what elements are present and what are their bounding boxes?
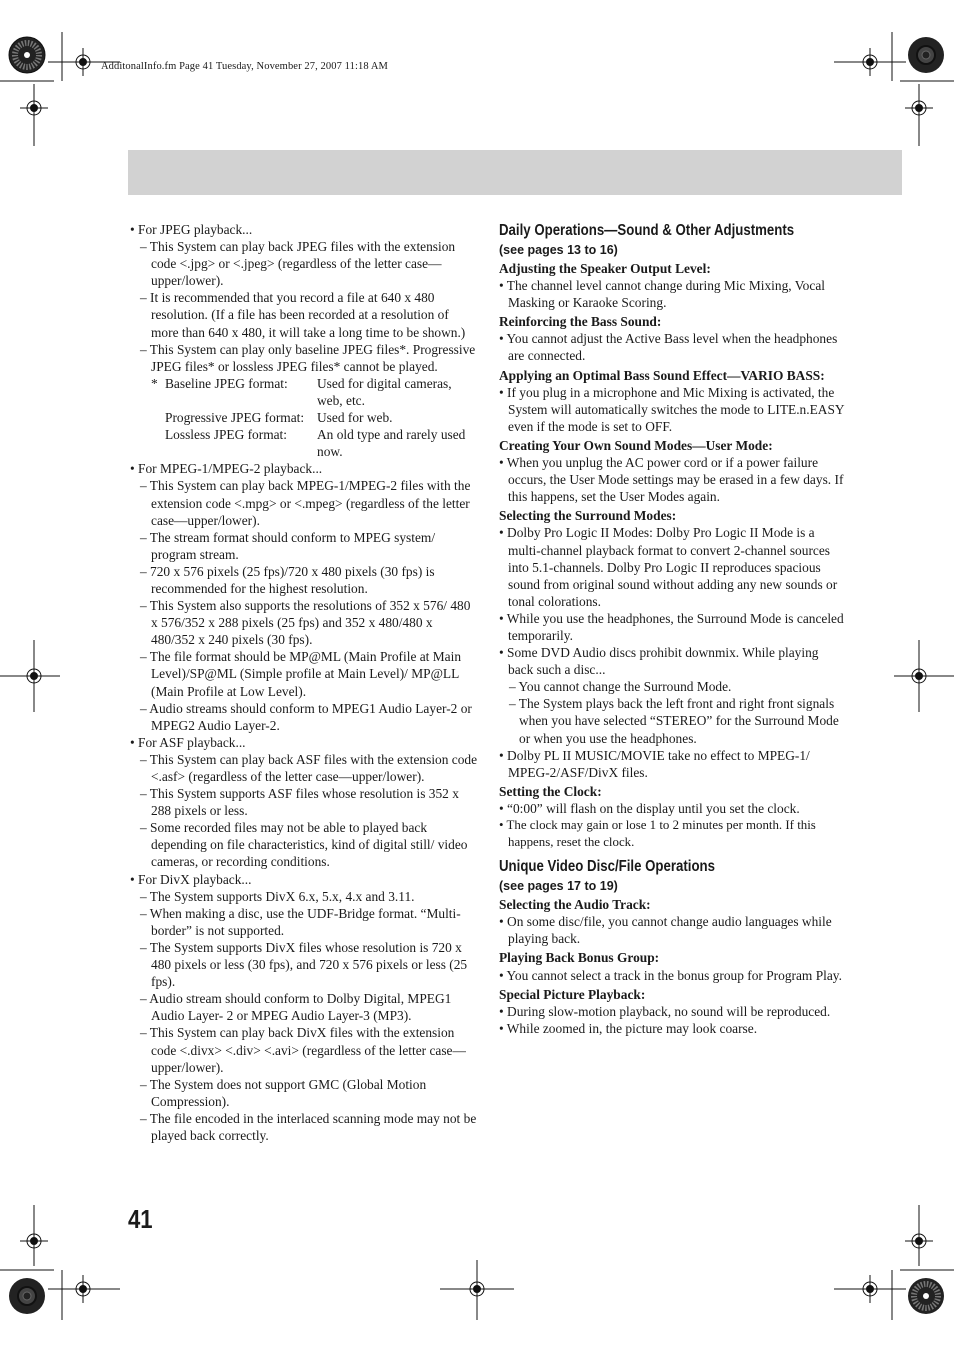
list-item: – This System can play only baseline JPEG files*. Progressive JPEG files* or lossless JPEG files* cannot be played. — [140, 341, 476, 374]
footnote-star: * — [151, 375, 158, 391]
subheading-picture: Special Picture Playback: — [499, 986, 646, 1002]
list-item: – Some recorded files may not be able to played back depending on file characteristics, kind of digital still/ video cameras, or recording conditions. — [140, 820, 468, 870]
jpeg-format-row — [130, 375, 478, 409]
format-name: Baseline JPEG format: — [165, 375, 288, 391]
section-title-daily: Daily Operations—Sound & Other Adjustments — [499, 222, 795, 239]
list-item: – This System supports ASF files whose resolution is 352 x 288 pixels or less. — [140, 786, 459, 819]
left-column — [130, 221, 478, 1144]
subheading-surround: Selecting the Surround Modes: — [499, 508, 677, 524]
section-title-unique: Unique Video Disc/File Operations — [499, 858, 715, 876]
list-item: – This System also supports the resolutions of 352 x 576/ 480 x 576/352 x 288 pixels (25 fps) and 352 x 480/480 x 480/352 x 240 pixels (30 fps). — [140, 598, 471, 648]
list-item: – Audio stream should conform to Dolby Digital, MPEG1 Audio Layer- 2 or MPEG Audio Layer-3 (MP3). — [140, 991, 452, 1024]
jpeg-format-row — [130, 426, 478, 460]
list-item: – When making a disc, use the UDF-Bridge format. “Multi-border” is not supported. — [140, 905, 461, 938]
jpeg-format-row — [130, 409, 478, 426]
list-item: – This System can play back JPEG files with the extension code <.jpg> or <.jpeg> (regardless of the letter case—upper/lower). — [140, 239, 456, 289]
mpeg-title: • For MPEG-1/MPEG-2 playback... — [130, 461, 323, 477]
list-item: – This System can play back DivX files with the extension code <.divx> <.div> <.avi> (regardless of the letter case—upper/lower). — [140, 1025, 466, 1075]
list-item: • The channel level cannot change during Mic Mixing, Vocal Masking or Karaoke Scoring. — [499, 278, 825, 311]
subheading-user-mode: Creating Your Own Sound Modes—User Mode: — [499, 437, 773, 453]
list-item: • On some disc/file, you cannot change audio languages while playing back. — [499, 914, 832, 947]
page-number: 41 — [128, 1204, 153, 1234]
starburst-top-right — [908, 37, 944, 73]
list-item: – The System does not support GMC (Global Motion Compression). — [140, 1076, 427, 1109]
list-item: – The System supports DivX 6.x, 5.x, 4.x and 3.11. — [140, 888, 415, 904]
list-item: – The stream format should conform to MPEG system/ program stream. — [140, 529, 436, 562]
list-item: – This System can play back ASF files with the extension code <.asf> (regardless of the letter case—upper/lower). — [140, 751, 478, 784]
starburst-bottom-left — [9, 1278, 45, 1314]
list-item: • During slow-motion playback, no sound will be reproduced. — [499, 1003, 831, 1019]
format-desc: Used for web. — [317, 410, 393, 426]
list-item: • You cannot adjust the Active Bass level when the headphones are connected. — [499, 331, 838, 364]
subheading-bass: Reinforcing the Bass Sound: — [499, 314, 662, 330]
format-name: Lossless JPEG format: — [165, 427, 287, 443]
list-item: • “0:00” will flash on the display until you set the clock. — [499, 800, 800, 816]
list-item: – The System plays back the left front and right front signals when you have selected “STEREO” for the Surround Mode or when you use the headphones. — [509, 696, 839, 746]
format-name: Progressive JPEG format: — [165, 410, 305, 426]
format-desc: Used for digital cameras, web, etc. — [317, 375, 452, 408]
list-item: • While zoomed in, the picture may look coarse. — [499, 1020, 758, 1036]
subheading-audio-track: Selecting the Audio Track: — [499, 897, 651, 913]
section-pages-unique: (see pages 17 to 19) — [499, 879, 618, 894]
subheading-bonus-group: Playing Back Bonus Group: — [499, 950, 660, 966]
asf-title: • For ASF playback... — [130, 734, 246, 750]
list-item: – 720 x 576 pixels (25 fps)/720 x 480 pixels (30 fps) is recommended for the highest resolution. — [140, 563, 435, 596]
starburst-bottom-right — [908, 1278, 944, 1314]
list-item: – This System can play back MPEG-1/MPEG-2 files with the extension code <.mpg> or <.mpeg> (regardless of the letter case—upper/lower). — [140, 478, 471, 528]
divx-title: • For DivX playback... — [130, 871, 252, 887]
subheading-clock: Setting the Clock: — [499, 783, 602, 799]
list-item: • The clock may gain or lose 1 to 2 minutes per month. If this happens, reset the clock. — [499, 818, 816, 850]
list-item: – The file encoded in the interlaced scanning mode may not be played back correctly. — [140, 1110, 477, 1143]
header-band — [128, 150, 902, 195]
file-info-header: AdditonalInfo.fm Page 41 Tuesday, November 27, 2007 11:18 AM — [101, 61, 388, 72]
list-item: – Audio streams should conform to MPEG1 Audio Layer-2 or MPEG2 Audio Layer-2. — [140, 700, 472, 733]
list-item: – The System supports DivX files whose resolution is 720 x 480 pixels or less (30 fps), and 720 x 576 pixels or less (25 fps). — [140, 939, 468, 990]
list-item: • When you unplug the AC power cord or if a power failure occurs, the User Mode settings may be erased in a few days. If this happens, set the User Modes again. — [499, 455, 844, 505]
section-pages-daily: (see pages 13 to 16) — [499, 243, 618, 257]
starburst-top-left — [9, 37, 45, 73]
list-item: • Some DVD Audio discs prohibit downmix. While playing back such a disc... — [499, 645, 819, 678]
list-item: • Dolby PL II MUSIC/MOVIE take no effect to MPEG-1/ MPEG-2/ASF/DivX files. — [499, 747, 810, 780]
list-item: – It is recommended that you record a file at 640 x 480 resolution. (If a file has been recorded at a resolution of more than 640 x 480, it will take a long time to be shown.) — [140, 290, 466, 340]
format-desc: An old type and rarely used now. — [317, 427, 466, 460]
list-item: – The file format should be MP@ML (Main Profile at Main Level)/SP@ML (Simple profile at Main Level)/ MP@LL (Main Profile at Low Level). — [140, 649, 462, 699]
list-item: • You cannot select a track in the bonus group for Program Play. — [499, 967, 842, 983]
subheading-vario-bass: Applying an Optimal Bass Sound Effect—VARIO BASS: — [499, 367, 825, 383]
list-item: – You cannot change the Surround Mode. — [509, 679, 732, 695]
right-column — [499, 221, 845, 1037]
subheading-speaker: Adjusting the Speaker Output Level: — [499, 261, 711, 276]
list-item: • Dolby Pro Logic II Modes: Dolby Pro Logic II Mode is a multi-channel playback format to convert 2-channel sources into 5.1-channels. Dolby Pro Logic II reproduces spacious sound from original sound without adding any new sounds or tonal colorations. — [499, 525, 838, 609]
list-item: • If you plug in a microphone and Mic Mixing is activated, the System will automatically switches the mode to LITE.n.EASY even if the mode is set to OFF. — [499, 384, 845, 434]
jpeg-title: • For JPEG playback... — [130, 222, 253, 237]
section-heading-unique — [499, 857, 845, 877]
list-item: • While you use the headphones, the Surround Mode is canceled temporarily. — [499, 610, 844, 643]
